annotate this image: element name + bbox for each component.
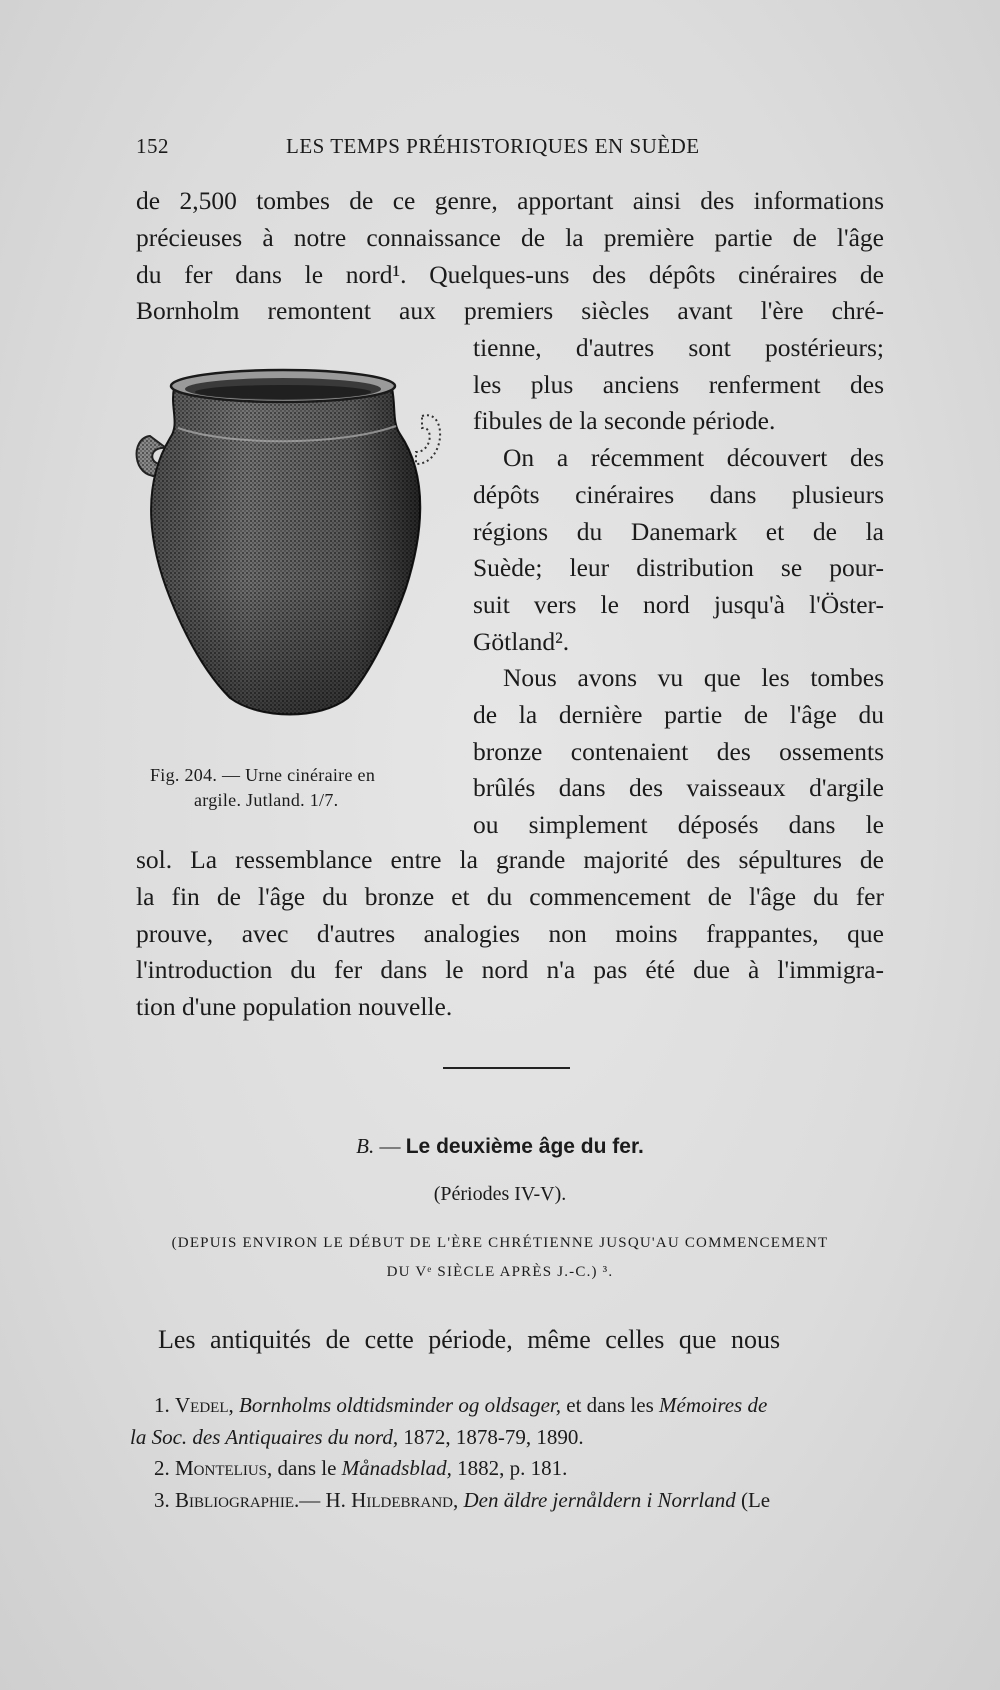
paragraph-1 [136,183,884,330]
text-line: Nous avons vu que les tombes [503,663,884,693]
text-line: l'introduction du fer dans le nord n'a pas été due à l'immigra- [136,955,884,985]
text-line: du fer dans le nord¹. Quelques-uns des dépôts cinéraires de [136,259,884,289]
text-line: fibules de la seconde période. [473,406,776,436]
text-line: On a récemment découvert des [503,443,884,473]
footnote-title: Mémoires de [659,1393,768,1417]
caption-line: argile. Jutland. 1/7. [194,790,339,810]
urn-figure [130,368,450,758]
section-dates-line: DU Vᵉ SIÈCLE APRÈS J.-C.) ³. [386,1264,614,1280]
text-line: tienne, d'autres sont postérieurs; [473,333,884,362]
footnote-title: Bornholms oldtidsminder og oldsager, [239,1393,562,1417]
section-title: Le deuxième âge du fer. [405,1135,644,1158]
footnote-label: Bibliographie. [175,1487,300,1512]
running-title: LES TEMPS PRÉHISTORIQUES EN SUÈDE [286,134,700,158]
text-line: régions du Danemark et de la [473,516,884,546]
text-line: Les antiquités de cette période, même celles que nous [158,1325,781,1354]
paragraph-4 [136,1322,884,1359]
footnote-author: Montelius, [175,1456,273,1480]
footnote-text: 1872, 1878-79, 1890. [398,1424,584,1449]
text-line: Suède; leur distribution se pour- [473,553,884,583]
text-line: précieuses à notre connaissance de la première partie de l'âge [136,222,884,252]
footnotes [130,1390,882,1516]
footnote-number: 3. [154,1487,170,1512]
footnote-number: 1. [154,1393,170,1417]
text-line: suit vers le nord jusqu'à l'Öster- [473,589,884,619]
footnote-text: et dans les [561,1393,659,1417]
text-line: ou simplement déposés dans le [473,810,884,840]
text-line: dépôts cinéraires dans plusieurs [473,479,884,509]
page-number: 152 [136,134,169,158]
paragraph-3 [136,842,884,1026]
section-periods: (Périodes IV-V). [433,1183,567,1205]
text-line: Götland². [473,626,570,656]
section-heading [0,1134,1000,1159]
section-letter: B. [356,1134,375,1158]
text-line: sol. La ressemblance entre la grande majorité des sépultures de [136,845,884,874]
text-line: tion d'une population nouvelle. [136,992,453,1022]
cinerary-urn-illustration [130,368,450,758]
text-line: prouve, avec d'autres analogies non moins frappantes, que [136,918,884,948]
caption-line: Fig. 204. — Urne cinéraire en [150,765,376,785]
text-line: brûlés dans des vaisseaux d'argile [473,773,884,803]
footnote-text: (Le [735,1487,771,1512]
text-line: de 2,500 tombes de ce genre, apportant ainsi des informations [136,186,884,215]
footnote-author: Hildebrand, [351,1487,459,1512]
footnote-title: la Soc. des Antiquaires du nord, [130,1424,399,1449]
footnote-title: Den äldre jernåldern i Norrland [458,1487,736,1512]
footnote-title: Månadsblad, [341,1456,452,1480]
figure-caption [150,763,450,813]
footnote-3 [130,1485,882,1517]
text-line: bronze contenaient des ossements [473,736,884,766]
footnote-1-cont [130,1422,882,1454]
section-divider [443,1067,570,1069]
text-line: Bornholm remontent aux premiers siècles avant l'ère chré- [136,296,884,326]
text-line: de la dernière partie de l'âge du [473,700,884,730]
footnote-author: Vedel, [175,1393,234,1417]
text-line: les plus anciens renferment des [473,369,884,399]
footnote-text: — H. [299,1487,352,1512]
footnote-2 [130,1453,882,1485]
footnote-text: dans le [272,1456,342,1480]
right-column-text [473,330,884,844]
footnote-1 [130,1390,882,1422]
section-dates-line: (DEPUIS ENVIRON LE DÉBUT DE L'ÈRE CHRÉTIENNE JUSQU'AU COMMENCEMENT [171,1235,829,1251]
text-line: la fin de l'âge du bronze et du commencement de l'âge du fer [136,881,884,911]
footnote-text: 1882, p. 181. [451,1456,568,1480]
footnote-number: 2. [154,1456,170,1480]
section-dash: — [374,1134,406,1158]
